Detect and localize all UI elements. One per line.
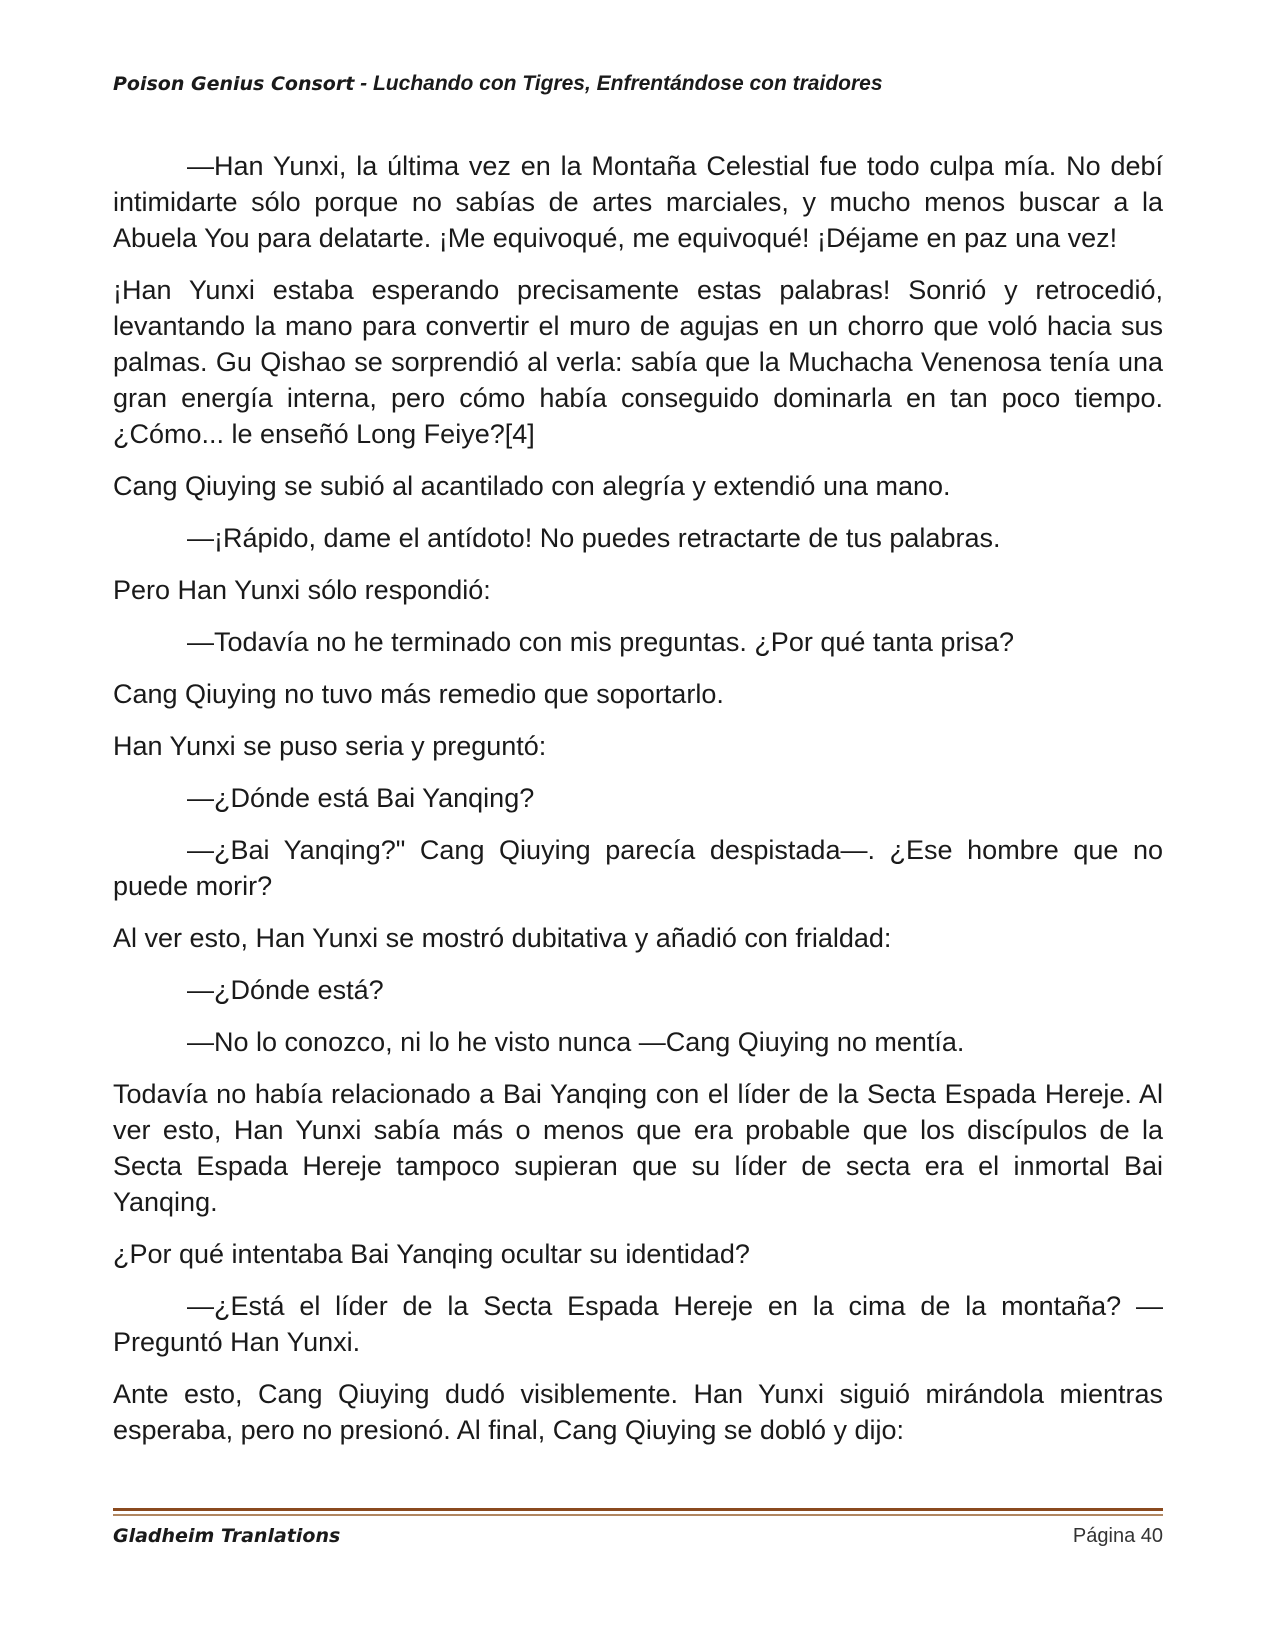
- paragraph: —¿Está el líder de la Secta Espada Hereje en la cima de la montaña? —Preguntó Han Yunxi.: [113, 1291, 1163, 1357]
- paragraph: —¿Dónde está Bai Yanqing?: [187, 783, 535, 813]
- page-number: Página 40: [1072, 1525, 1163, 1547]
- paragraph: Pero Han Yunxi sólo respondió:: [113, 575, 491, 605]
- paragraph: —¿Dónde está?: [187, 975, 384, 1005]
- paragraph: Al ver esto, Han Yunxi se mostró dubitativa y añadió con frialdad:: [113, 923, 892, 953]
- paragraph: —Todavía no he terminado con mis preguntas. ¿Por qué tanta prisa?: [187, 627, 1014, 657]
- footer-divider: [113, 1508, 1163, 1511]
- footer-divider-secondary: [113, 1514, 1163, 1516]
- paragraph: Cang Qiuying se subió al acantilado con alegría y extendió una mano.: [113, 471, 951, 501]
- header-separator: -: [354, 72, 373, 95]
- paragraph: Cang Qiuying no tuvo más remedio que soportarlo.: [113, 679, 724, 709]
- paragraph: —¿Bai Yanqing?" Cang Qiuying parecía despistada—. ¿Ese hombre que no puede morir?: [113, 835, 1163, 901]
- paragraph: Todavía no había relacionado a Bai Yanqing con el líder de la Secta Espada Hereje. Al ver esto, Han Yunxi sabía más o menos que era probable que los discípulos de la Secta Espada Hereje tampoco supieran que su líder de secta era el inmortal Bai Yanqing.: [113, 1079, 1163, 1217]
- book-title: Poison Genius Consort: [113, 73, 355, 95]
- body-text: [113, 148, 1163, 1464]
- paragraph: —¡Rápido, dame el antídoto! No puedes retractarte de tus palabras.: [187, 523, 1001, 553]
- paragraph: Ante esto, Cang Qiuying dudó visiblemente. Han Yunxi siguió mirándola mientras esperaba, pero no presionó. Al final, Cang Qiuying se dobló y dijo:: [113, 1379, 1163, 1445]
- running-header: [113, 72, 1163, 96]
- paragraph: ¿Por qué intentaba Bai Yanqing ocultar su identidad?: [113, 1239, 750, 1269]
- paragraph: Han Yunxi se puso seria y preguntó:: [113, 731, 547, 761]
- chapter-title: Luchando con Tigres, Enfrentándose con traidores: [372, 72, 883, 95]
- paragraph: —Han Yunxi, la última vez en la Montaña Celestial fue todo culpa mía. No debí intimidarte sólo porque no sabías de artes marciales, y mucho menos buscar a la Abuela You para delatarte. ¡Me equivoqué, me equivoqué! ¡Déjame en paz una vez!: [113, 151, 1163, 253]
- paragraph: ¡Han Yunxi estaba esperando precisamente estas palabras! Sonrió y retrocedió, levantando la mano para convertir el muro de agujas en un chorro que voló hacia sus palmas. Gu Qishao se sorprendió al verla: sabía que la Muchacha Venenosa tenía una gran energía interna, pero cómo había conseguido dominarla en tan poco tiempo. ¿Cómo... le enseñó Long Feiye?[4]: [113, 275, 1163, 449]
- footer-publisher: Gladheim Tranlations: [113, 1525, 341, 1547]
- paragraph: —No lo conozco, ni lo he visto nunca —Cang Qiuying no mentía.: [187, 1027, 965, 1057]
